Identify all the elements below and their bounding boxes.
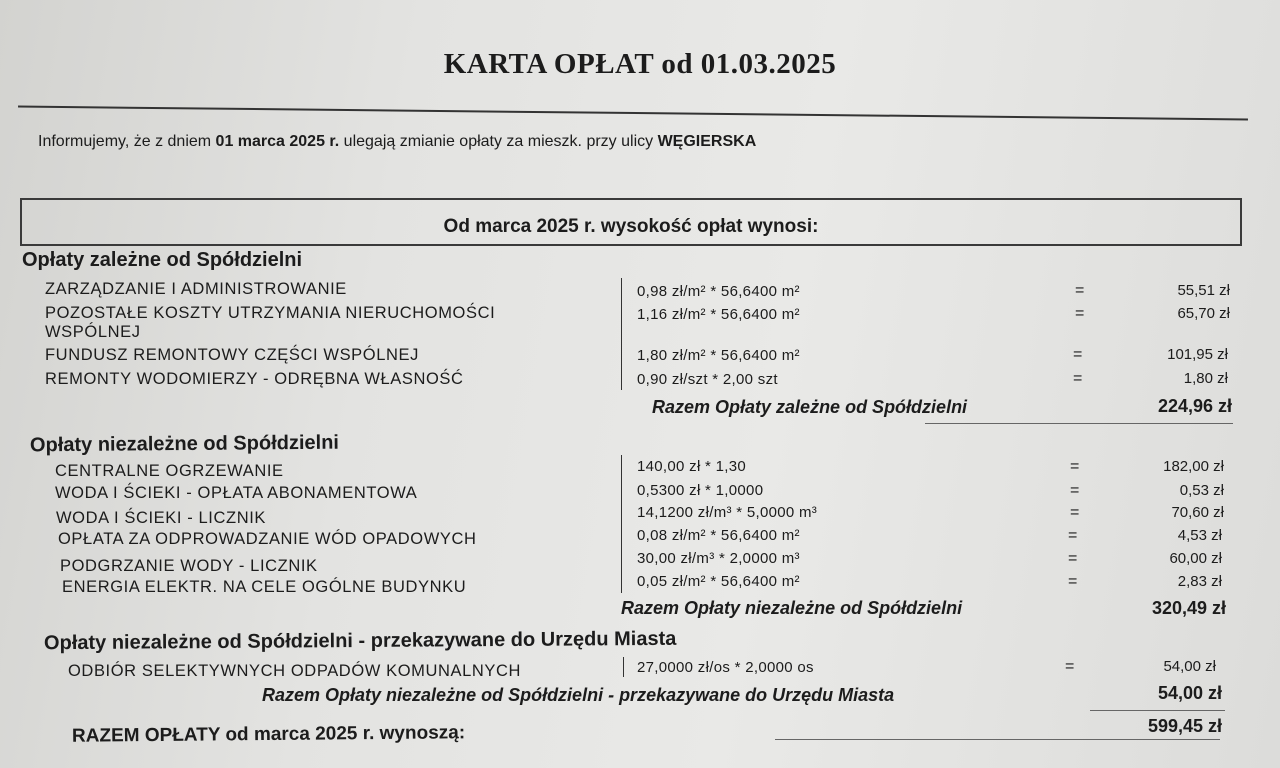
equals-sign: = [1075,282,1085,299]
total-underline [1090,710,1225,711]
intro-date: 01 marca 2025 r. [215,133,340,150]
fee-name: REMONTY WODOMIERZY - ODRĘBNA WŁASNOŚĆ [45,370,464,388]
equals-sign: = [1070,458,1080,475]
fee-amount: 182,00 zł [1163,458,1224,475]
fee-amount: 0,53 zł [1179,482,1224,499]
fee-name: WODA I ŚCIEKI - LICZNIK [56,509,266,527]
fee-amount: 55,51 zł [1177,282,1230,299]
fee-name: ZARZĄDZANIE I ADMINISTROWANIE [45,280,347,298]
page-title: KARTA OPŁAT od 01.03.2025 [443,48,837,80]
intro-text [38,133,756,151]
fee-calc: 0,05 zł/m² * 56,6400 m² [637,573,800,590]
total-underline [925,423,1233,424]
equals-sign: = [1068,527,1078,544]
fee-amount: 60,00 zł [1169,550,1222,567]
equals-sign: = [1068,550,1078,567]
fee-name: ENERGIA ELEKTR. NA CELE OGÓLNE BUDYNKU [62,578,467,596]
calc-column-3 [623,657,638,677]
fee-name: OPŁATA ZA ODPROWADZANIE WÓD OPADOWYCH [58,530,477,548]
fee-amount: 54,00 zł [1163,658,1216,675]
calc-column-1 [621,278,636,390]
fee-name: ODBIÓR SELEKTYWNYCH ODPADÓW KOMUNALNYCH [68,662,522,680]
fee-calc: 140,00 zł * 1,30 [637,458,747,475]
fee-name: WODA I ŚCIEKI - OPŁATA ABONAMENTOWA [55,484,418,502]
intro-prefix: Informujemy, że z dniem [38,133,216,150]
equals-sign: = [1070,482,1080,499]
calc-column-2 [621,455,636,593]
fee-calc: 0,5300 zł * 1,0000 [637,482,764,499]
fee-calc: 27,0000 zł/os * 2,0000 os [637,659,814,676]
grand-total-amount: 599,45 zł [1147,716,1222,736]
section-total-label: Razem Opłaty zależne od Spółdzielni [652,397,968,417]
grand-total-underline [775,739,1220,740]
fee-name: POZOSTAŁE KOSZTY UTRZYMANIA NIERUCHOMOŚCI WSPÓLNEJ [45,304,496,341]
fee-amount: 1,80 zł [1183,370,1228,387]
fee-calc: 0,98 zł/m² * 56,6400 m² [637,283,800,300]
equals-sign: = [1065,658,1075,675]
fee-name: PODGRZANIE WODY - LICZNIK [60,557,318,575]
fee-amount: 4,53 zł [1177,527,1222,544]
fees-heading: Od marca 2025 r. wysokość opłat wynosi: [443,216,819,237]
equals-sign: = [1068,573,1078,590]
equals-sign: = [1073,370,1083,387]
fee-name: FUNDUSZ REMONTOWY CZĘŚCI WSPÓLNEJ [45,346,419,364]
fee-amount: 65,70 zł [1177,305,1230,322]
section-total-label: Razem Opłaty niezależne od Spółdzielni - przekazywane do Urzędu Miasta [262,685,895,705]
section-independent-title: Opłaty niezależne od Spółdzielni [29,431,340,457]
section-city-office-title: Opłaty niezależne od Spółdzielni - przekazywane do Urzędu Miasta [43,627,677,655]
fee-name: CENTRALNE OGRZEWANIE [55,462,284,480]
fee-amount: 70,60 zł [1171,504,1224,521]
equals-sign: = [1070,504,1080,521]
fee-calc: 1,80 zł/m² * 56,6400 m² [637,347,800,364]
section-total-amount: 224,96 zł [1157,396,1232,416]
fee-calc: 1,16 zł/m² * 56,6400 m² [637,306,800,323]
intro-street: WĘGIERSKA [657,133,757,150]
fee-calc: 0,08 zł/m² * 56,6400 m² [637,527,800,544]
fee-calc: 14,1200 zł/m³ * 5,0000 m³ [637,504,818,521]
section-cooperative-dependent-title: Opłaty zależne od Spółdzielni [22,249,303,271]
section-total-label: Razem Opłaty niezależne od Spółdzielni [621,598,963,618]
section-total-amount: 54,00 zł [1157,683,1222,703]
intro-middle: ulegają zmianie opłaty za mieszk. przy ulicy [339,133,658,150]
section-total-amount: 320,49 zł [1151,598,1226,618]
fee-amount: 101,95 zł [1167,346,1228,363]
grand-total-label: RAZEM OPŁATY od marca 2025 r. wynoszą: [71,722,466,747]
equals-sign: = [1075,305,1085,322]
fee-calc: 30,00 zł/m³ * 2,0000 m³ [637,550,800,567]
fees-heading-box [20,198,1242,246]
fee-calc: 0,90 zł/szt * 2,00 szt [637,371,778,388]
equals-sign: = [1073,346,1083,363]
title-divider [18,106,1248,120]
fee-amount: 2,83 zł [1177,573,1222,590]
